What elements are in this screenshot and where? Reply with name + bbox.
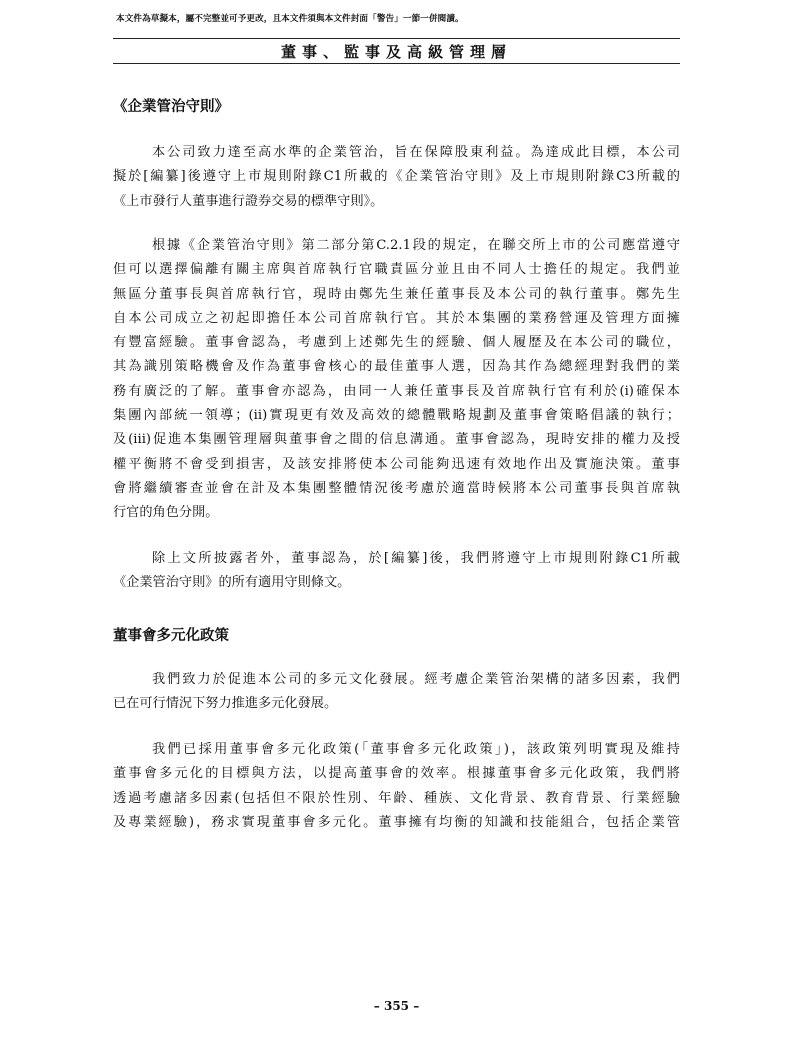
paragraph-line: 我們致力於促進本公司的多元文化發展。經考慮企業管治架構的諸多因素，我們 xyxy=(152,672,680,687)
paragraph-governance-commitment xyxy=(113,141,680,214)
paragraph-line: 透過考慮諸多因素(包括但不限於性別、年齡、種族、文化背景、教育背景、行業經驗 xyxy=(113,790,680,806)
paragraph-line: 擬於[編纂]後遵守上市規則附錄C1所載的《企業管治守則》及上市規則附錄C3所載的 xyxy=(113,169,680,185)
paragraph-line: 會將繼續審查並會在計及本集團整體情況後考慮於適當時候將本公司董事長與首席執 xyxy=(113,480,680,496)
paragraph-chairman-ceo-deviation xyxy=(113,234,680,526)
paragraph-line: 其為識別策略機會及作為董事會核心的最佳董事人選，因為其作為總經理對我們的業 xyxy=(113,359,680,375)
paragraph-diversity-policy xyxy=(113,738,680,835)
heading-board-diversity-policy: 董事會多元化政策 xyxy=(113,628,229,644)
paragraph-line: 及專業經驗)，務求實現董事會多元化。董事擁有均衡的知識和技能組合，包括企業管 xyxy=(113,814,680,830)
paragraph-line: 董事會多元化的目標與方法，以提高董事會的效率。根據董事會多元化政策，我們將 xyxy=(113,766,680,782)
page-number: – 355 – xyxy=(373,999,420,1013)
paragraph-code-compliance xyxy=(113,547,680,596)
paragraph-line: 自本公司成立之初起即擔任本公司首席執行官。其於本集團的業務營運及管理方面擁 xyxy=(113,310,680,326)
paragraph-line: 但可以選擇偏離有關主席與首席執行官職責區分並且由不同人士擔任的規定。我們並 xyxy=(113,262,680,278)
header-rule-bottom xyxy=(113,63,680,64)
paragraph-line: 除上文所披露者外，董事認為，於[編纂]後，我們將遵守上市規則附錄C1所載 xyxy=(152,551,680,566)
paragraph-diversity-commitment xyxy=(113,668,680,717)
section-title: 董事、監事及高級管理層 xyxy=(280,43,512,61)
paragraph-line: 我們已採用董事會多元化政策(「董事會多元化政策」)，該政策列明實現及維持 xyxy=(152,742,680,757)
paragraph-line: 行官的角色分開。 xyxy=(113,505,219,521)
paragraph-line: 根據《企業管治守則》第二部分第C.2.1段的規定，在聯交所上市的公司應當遵守 xyxy=(152,238,680,253)
draft-warning-notice: 本文件為草擬本，屬不完整並可予更改，且本文件須與本文件封面「警告」一節一併閱讀。 xyxy=(116,14,464,24)
paragraph-line: 及(iii)促進本集團管理層與董事會之間的信息溝通。董事會認為，現時安排的權力及授 xyxy=(113,432,680,448)
header-rule-top xyxy=(113,38,680,39)
paragraph-line: 無區分董事長與首席執行官，現時由鄭先生兼任董事長及本公司的執行董事。鄭先生 xyxy=(113,286,680,302)
paragraph-line: 務有廣泛的了解。董事會亦認為，由同一人兼任董事長及首席執行官有利於(i)確保本 xyxy=(113,383,680,399)
paragraph-line: 集團內部統一領導；(ii)實現更有效及高效的總體戰略規劃及董事會策略倡議的執行； xyxy=(113,408,680,424)
paragraph-line: 有豐富經驗。董事會認為，考慮到上述鄭先生的經驗、個人履歷及在本公司的職位， xyxy=(113,335,680,351)
paragraph-line: 權平衡將不會受到損害，及該安排將使本公司能夠迅速有效地作出及實施決策。董事 xyxy=(113,456,680,472)
paragraph-line: 本公司致力達至高水準的企業管治，旨在保障股東利益。為達成此目標，本公司 xyxy=(152,145,680,160)
paragraph-line: 已在可行情況下努力推進多元化發展。 xyxy=(113,696,338,712)
heading-corporate-governance-code: 《企業管治守則》 xyxy=(113,99,229,115)
paragraph-line: 《企業管治守則》的所有適用守則條文。 xyxy=(113,575,351,591)
paragraph-line: 《上市發行人董事進行證券交易的標準守則》。 xyxy=(113,193,384,209)
